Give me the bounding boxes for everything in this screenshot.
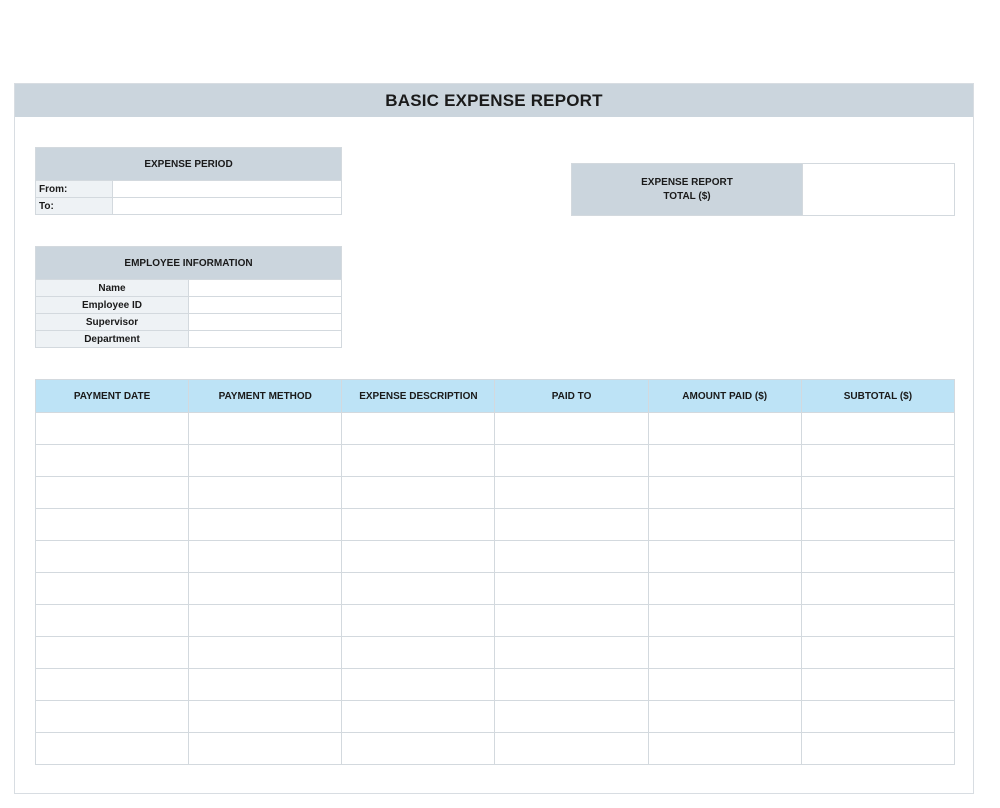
subtotal-cell[interactable] [801,605,954,637]
payment-date-cell[interactable] [36,669,189,701]
name-label: Name [36,280,189,297]
column-header-payment-method: PAYMENT METHOD [189,380,342,413]
amount-paid-cell[interactable] [648,605,801,637]
paid-to-cell[interactable] [495,509,648,541]
paid-to-cell[interactable] [495,637,648,669]
column-header-expense-description: EXPENSE DESCRIPTION [342,380,495,413]
amount-paid-cell[interactable] [648,541,801,573]
paid-to-cell[interactable] [495,701,648,733]
subtotal-cell[interactable] [801,733,954,765]
expense-description-cell[interactable] [342,541,495,573]
subtotal-cell[interactable] [801,509,954,541]
table-row [36,445,955,477]
payment-date-cell[interactable] [36,509,189,541]
paid-to-cell[interactable] [495,573,648,605]
amount-paid-cell[interactable] [648,477,801,509]
payment-method-cell[interactable] [189,605,342,637]
table-row [36,477,955,509]
payment-method-cell[interactable] [189,477,342,509]
payment-date-cell[interactable] [36,445,189,477]
subtotal-cell[interactable] [801,413,954,445]
employee-id-label: Employee ID [36,297,189,314]
payment-date-cell[interactable] [36,541,189,573]
expense-report-sheet [14,83,974,794]
expense-table-body [36,413,955,765]
payment-method-cell[interactable] [189,573,342,605]
department-input[interactable] [189,331,342,348]
expense-description-cell[interactable] [342,477,495,509]
payment-date-cell[interactable] [36,413,189,445]
payment-method-cell[interactable] [189,413,342,445]
supervisor-input[interactable] [189,314,342,331]
expense-period-heading: EXPENSE PERIOD [36,148,342,181]
paid-to-cell[interactable] [495,733,648,765]
expense-description-cell[interactable] [342,637,495,669]
payment-method-cell[interactable] [189,701,342,733]
table-row [36,733,955,765]
to-input[interactable] [113,198,342,215]
table-row [36,605,955,637]
payment-date-cell[interactable] [36,701,189,733]
payment-date-cell[interactable] [36,477,189,509]
expense-description-cell[interactable] [342,573,495,605]
subtotal-cell[interactable] [801,541,954,573]
expense-items-table [35,379,955,765]
payment-method-cell[interactable] [189,509,342,541]
to-label: To: [36,198,113,215]
paid-to-cell[interactable] [495,669,648,701]
expense-description-cell[interactable] [342,445,495,477]
column-header-paid-to: PAID TO [495,380,648,413]
expense-description-cell[interactable] [342,701,495,733]
expense-header-row [36,380,955,413]
subtotal-cell[interactable] [801,669,954,701]
from-input[interactable] [113,181,342,198]
subtotal-cell[interactable] [801,701,954,733]
column-header-amount-paid: AMOUNT PAID ($) [648,380,801,413]
total-input[interactable] [803,164,955,216]
table-row [36,573,955,605]
employee-info-table [35,246,342,348]
expense-description-cell[interactable] [342,733,495,765]
expense-description-cell[interactable] [342,605,495,637]
payment-date-cell[interactable] [36,637,189,669]
column-header-payment-date: PAYMENT DATE [36,380,189,413]
supervisor-label: Supervisor [36,314,189,331]
amount-paid-cell[interactable] [648,733,801,765]
total-label: EXPENSE REPORT TOTAL ($) [572,164,803,216]
amount-paid-cell[interactable] [648,669,801,701]
payment-date-cell[interactable] [36,573,189,605]
subtotal-cell[interactable] [801,445,954,477]
payment-date-cell[interactable] [36,605,189,637]
employee-info-heading: EMPLOYEE INFORMATION [36,247,342,280]
table-row [36,413,955,445]
amount-paid-cell[interactable] [648,509,801,541]
amount-paid-cell[interactable] [648,445,801,477]
from-label: From: [36,181,113,198]
table-row [36,701,955,733]
paid-to-cell[interactable] [495,477,648,509]
subtotal-cell[interactable] [801,573,954,605]
expense-description-cell[interactable] [342,669,495,701]
amount-paid-cell[interactable] [648,413,801,445]
report-total-table [571,163,955,216]
table-row [36,541,955,573]
subtotal-cell[interactable] [801,637,954,669]
report-title: BASIC EXPENSE REPORT [15,84,973,117]
amount-paid-cell[interactable] [648,573,801,605]
payment-method-cell[interactable] [189,541,342,573]
payment-date-cell[interactable] [36,733,189,765]
payment-method-cell[interactable] [189,637,342,669]
expense-description-cell[interactable] [342,509,495,541]
paid-to-cell[interactable] [495,413,648,445]
employee-id-input[interactable] [189,297,342,314]
table-row [36,637,955,669]
paid-to-cell[interactable] [495,605,648,637]
subtotal-cell[interactable] [801,477,954,509]
table-row [36,669,955,701]
payment-method-cell[interactable] [189,733,342,765]
table-row [36,509,955,541]
amount-paid-cell[interactable] [648,701,801,733]
column-header-subtotal: SUBTOTAL ($) [801,380,954,413]
paid-to-cell[interactable] [495,445,648,477]
paid-to-cell[interactable] [495,541,648,573]
payment-method-cell[interactable] [189,669,342,701]
name-input[interactable] [189,280,342,297]
expense-description-cell[interactable] [342,413,495,445]
department-label: Department [36,331,189,348]
expense-period-table [35,147,342,215]
payment-method-cell[interactable] [189,445,342,477]
amount-paid-cell[interactable] [648,637,801,669]
